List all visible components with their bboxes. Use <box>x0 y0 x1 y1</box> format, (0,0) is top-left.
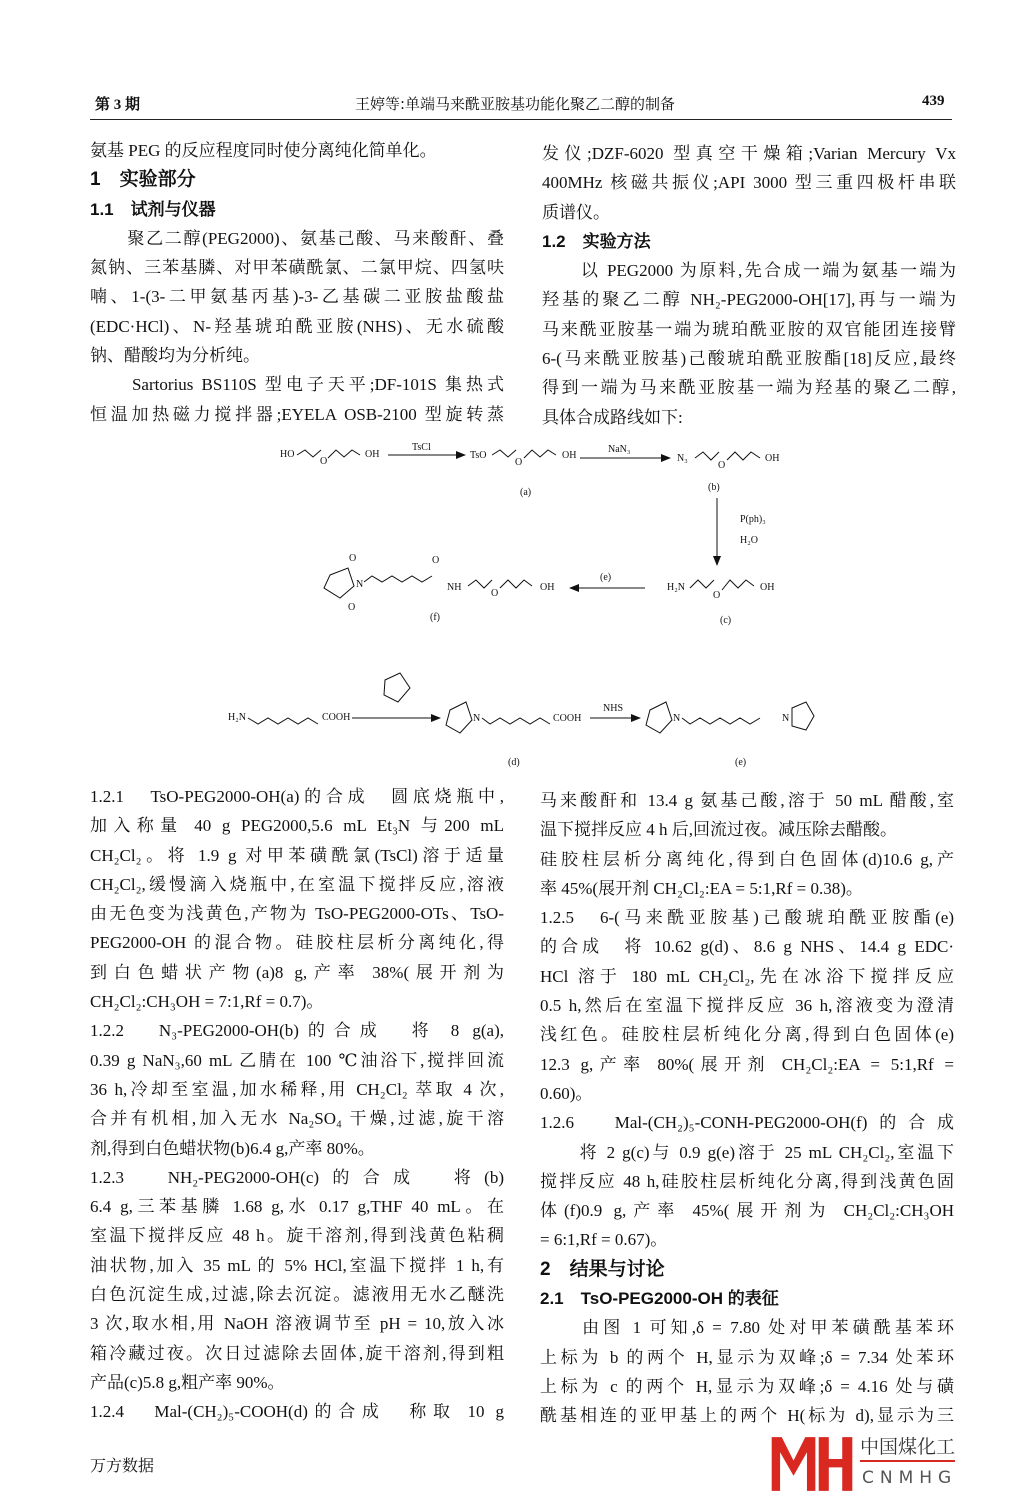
group-oh: OH <box>540 582 555 593</box>
text-line: 将 2 g(c)与 0.9 g(e)溶于 25 mL CH₂Cl₂,室温下 <box>540 1142 954 1162</box>
mh-logo-icon <box>770 1435 854 1493</box>
section-heading: 1.1 试剂与仪器 <box>90 199 216 219</box>
watermark-en: CNMHG <box>862 1468 958 1488</box>
watermark-cn: 中国煤化工 <box>860 1434 955 1462</box>
group-o: O <box>348 602 356 613</box>
reagent-e: (e) <box>600 572 612 583</box>
text-line: 6-(马来酰亚胺基)己酸琥珀酰亚胺酯[18]反应,最终 <box>542 349 956 369</box>
page-number: 439 <box>922 93 945 109</box>
maleic-anhydride <box>384 673 410 702</box>
label-b: (b) <box>708 482 720 493</box>
label-d: (d) <box>508 757 520 768</box>
text-line: 白色沉淀生成,过滤,除去沉淀。滤液用无水乙醚洗 <box>90 1285 504 1305</box>
running-title: 王婷等:单端马来酰亚胺基功能化聚乙二醇的制备 <box>355 95 676 113</box>
reagent-pph3: P(ph)₃ <box>740 514 766 525</box>
text-line: 具体合成路线如下: <box>542 407 683 427</box>
reagent-nhs: NHS <box>603 703 624 714</box>
group-oh: OH <box>765 453 780 464</box>
right-column-top <box>542 139 956 432</box>
text-line: 1.2.2 N₃-PEG2000-OH(b)的合成 将 8 g(a), <box>90 1021 504 1041</box>
text-line: 剂,得到白色蜡状物(b)6.4 g,产率 80%。 <box>90 1138 375 1158</box>
group-o: O <box>320 456 328 467</box>
text-line: 硅胶柱层析分离纯化,得到白色固体(d)10.6 g,产 <box>540 849 954 869</box>
text-line: 上标为 c 的两个 H,显示为双峰;δ = 4.16 处与磺 <box>540 1376 954 1396</box>
group-n: N <box>356 579 364 590</box>
text-line: 钠、醋酸均为分析纯。 <box>90 346 260 366</box>
text-line: CH₂Cl₂。将 1.9 g 对甲苯磺酰氯(TsCl)溶于适量 <box>90 845 504 865</box>
header-rule <box>90 119 952 120</box>
label-a: (a) <box>520 487 532 498</box>
group-o: O <box>713 590 721 601</box>
text-line: 1.2.5 6-(马来酰亚胺基)己酸琥珀酰亚胺酯(e) <box>540 908 954 928</box>
issue-number: 第 3 期 <box>95 97 141 113</box>
text-line: 搅拌反应 48 h,硅胶柱层析纯化分离,得到浅黄色固 <box>540 1171 954 1191</box>
text-line: 室温下搅拌反应 48 h。旋干溶剂,得到浅黄色粘稠 <box>90 1226 504 1246</box>
text-line: CH₂Cl₂,缓慢滴入烧瓶中,在室温下搅拌反应,溶液 <box>90 874 504 894</box>
text-line: 1.2.6 Mal-(CH₂)₅-CONH-PEG2000-OH(f)的合成 <box>540 1113 954 1133</box>
text-line: 0.5 h,然后在室温下搅拌反应 36 h,溶液变为澄清 <box>540 996 954 1016</box>
text-line: 由图 1 可知,δ = 7.80 处对甲苯磺酰基苯环 <box>540 1318 954 1338</box>
group-cooh: COOH <box>322 712 351 723</box>
synthesis-scheme <box>0 430 1030 770</box>
group-h2n: H₂N <box>228 712 246 723</box>
text-line: 产品(c)5.8 g,粗产率 90%。 <box>90 1372 285 1392</box>
text-line: 由无色变为浅黄色,产物为 TsO-PEG2000-OTs、TsO- <box>90 904 504 924</box>
group-nh: NH <box>447 582 462 593</box>
text-line: PEG2000-OH 的混合物。硅胶柱层析分离纯化,得 <box>90 933 504 953</box>
text-line: 得到一端为马来酰亚胺基一端为羟基的聚乙二醇, <box>542 378 956 398</box>
group-o: O <box>432 555 440 566</box>
text-line: 羟基的聚乙二醇 NH₂-PEG2000-OH[17],再与一端为 <box>542 290 956 310</box>
text-line: 油状物,加入 35 mL 的 5% HCl,室温下搅拌 1 h,有 <box>90 1255 504 1275</box>
text-line: 质谱仪。 <box>542 202 610 222</box>
group-n3: N₃ <box>677 453 688 464</box>
group-oh: OH <box>562 450 577 461</box>
text-line: 马来酰亚胺基一端为琥珀酰亚胺的双官能团连接臂 <box>542 319 956 339</box>
text-line: HCl 溶于 180 mL CH₂Cl₂,先在冰浴下搅拌反应 <box>540 966 954 986</box>
label-e: (e) <box>735 757 747 768</box>
group-n: N <box>782 713 790 724</box>
section-heading: 2.1 TsO-PEG2000-OH 的表征 <box>540 1289 779 1309</box>
text-line: 3 次,取水相,用 NaOH 溶液调节至 pH = 10,放入冰 <box>90 1314 504 1334</box>
watermark-logo <box>770 1434 970 1496</box>
text-line: 发仪;DZF-6020 型真空干燥箱;Varian Mercury Vx <box>542 144 956 163</box>
text-line: 合并有机相,加入无水 Na₂SO₄ 干燥,过滤,旋干溶 <box>90 1109 504 1129</box>
text-line: 箱冷藏过夜。次日过滤除去固体,旋干溶剂,得到粗 <box>90 1343 504 1363</box>
text-line: 0.60)。 <box>540 1083 593 1103</box>
group-o: O <box>349 553 357 564</box>
text-line: 喃、1-(3-二甲氨基丙基)-3-乙基碳二亚胺盐酸盐 <box>90 287 504 307</box>
text-line: Sartorius BS110S 型电子天平;DF-101S 集热式 <box>90 375 504 395</box>
group-n: N <box>473 713 481 724</box>
section-heading: 2 结果与讨论 <box>540 1258 665 1280</box>
text-line: = 6:1,Rf = 0.67)。 <box>540 1230 668 1250</box>
left-column-bottom <box>90 782 504 1427</box>
right-column-bottom <box>540 786 954 1431</box>
text-line: 6.4 g,三苯基膦 1.68 g,水 0.17 g,THF 40 mL。在 <box>90 1197 504 1217</box>
text-line: 1.2.3 NH₂-PEG2000-OH(c)的合成 将(b) <box>90 1167 504 1187</box>
reagent-nan3: NaN₃ <box>608 444 631 455</box>
text-line: 温下搅拌反应 4 h 后,回流过夜。减压除去醋酸。 <box>540 820 897 840</box>
group-cooh: COOH <box>553 713 582 724</box>
text-line: 1.2.1 TsO-PEG2000-OH(a)的合成 圆底烧瓶中, <box>90 787 504 806</box>
group-o: O <box>491 588 499 599</box>
label-c: (c) <box>720 615 732 626</box>
reagent-h2o: H₂O <box>740 535 758 546</box>
text-line: 率 45%(展开剂 CH₂Cl₂:EA = 5:1,Rf = 0.38)。 <box>540 878 863 898</box>
section-heading: 1 实验部分 <box>90 169 196 191</box>
text-line: 体(f)0.9 g,产率 45%(展开剂为 CH₂Cl₂:CH₃OH <box>540 1201 954 1221</box>
text-line: 0.39 g NaN₃,60 mL 乙腈在 100 ℃油浴下,搅拌回流 <box>90 1050 504 1070</box>
section-heading: 1.2 实验方法 <box>542 231 651 251</box>
text-line: 1.2.4 Mal-(CH₂)₅-COOH(d)的合成 称取 10 g <box>90 1402 504 1422</box>
maleimide-ring <box>324 568 354 598</box>
text-line: 12.3 g,产率 80%(展开剂 CH₂Cl₂:EA = 5:1,Rf = <box>540 1054 954 1074</box>
label-f: (f) <box>430 612 440 623</box>
group-oh: OH <box>760 582 775 593</box>
text-line: 聚乙二醇(PEG2000)、氨基己酸、马来酸酐、叠 <box>90 228 504 248</box>
left-column-top <box>90 136 504 429</box>
text-line: 上标为 b 的两个 H,显示为双峰;δ = 7.34 处苯环 <box>540 1347 954 1367</box>
text-line: 氮钠、三苯基膦、对甲苯磺酰氯、二氯甲烷、四氢呋 <box>90 258 504 278</box>
text-line: 马来酸酐和 13.4 g 氨基己酸,溶于 50 mL 醋酸,室 <box>540 791 954 810</box>
text-line: CH₂Cl₂:CH₃OH = 7:1,Rf = 0.7)。 <box>90 992 324 1012</box>
group-h2n: H₂N <box>667 582 685 593</box>
text-line: 酰基相连的亚甲基上的两个 H(标为 d),显示为三 <box>540 1406 954 1426</box>
group-n: N <box>673 713 681 724</box>
text-line: 到白色蜡状产物(a)8 g,产率 38%(展开剂为 <box>90 962 504 982</box>
group-o: O <box>718 460 726 471</box>
succinimide-ring <box>792 702 814 730</box>
group-ho: HO <box>280 449 295 460</box>
text-line: 36 h,冷却至室温,加水稀释,用 CH₂Cl₂ 萃取 4 次, <box>90 1079 504 1099</box>
text-line: 以 PEG2000 为原料,先合成一端为氨基一端为 <box>542 261 956 281</box>
text-line: (EDC·HCl)、N-羟基琥珀酰亚胺(NHS)、无水硫酸 <box>90 316 504 336</box>
text-line: 的合成 将 10.62 g(d)、8.6 g NHS、14.4 g EDC· <box>540 937 954 957</box>
group-tso: TsO <box>470 450 487 461</box>
footer-source: 万方数据 <box>90 1458 155 1475</box>
text-line: 氨基 PEG 的反应程度同时使分离纯化简单化。 <box>90 141 437 160</box>
text-line: 400MHz 核磁共振仪;API 3000 型三重四极杆串联 <box>542 173 956 193</box>
text-line: 恒温加热磁力搅拌器;EYELA OSB-2100 型旋转蒸 <box>90 404 504 424</box>
text-line: 加入称量 40 g PEG2000,5.6 mL Et₃N 与200 mL <box>90 816 504 836</box>
text-line: 浅红色。硅胶柱层析纯化分离,得到白色固体(e) <box>540 1025 954 1045</box>
group-o: O <box>515 457 523 468</box>
group-oh: OH <box>365 449 380 460</box>
reagent-tscl: TsCl <box>412 442 431 453</box>
